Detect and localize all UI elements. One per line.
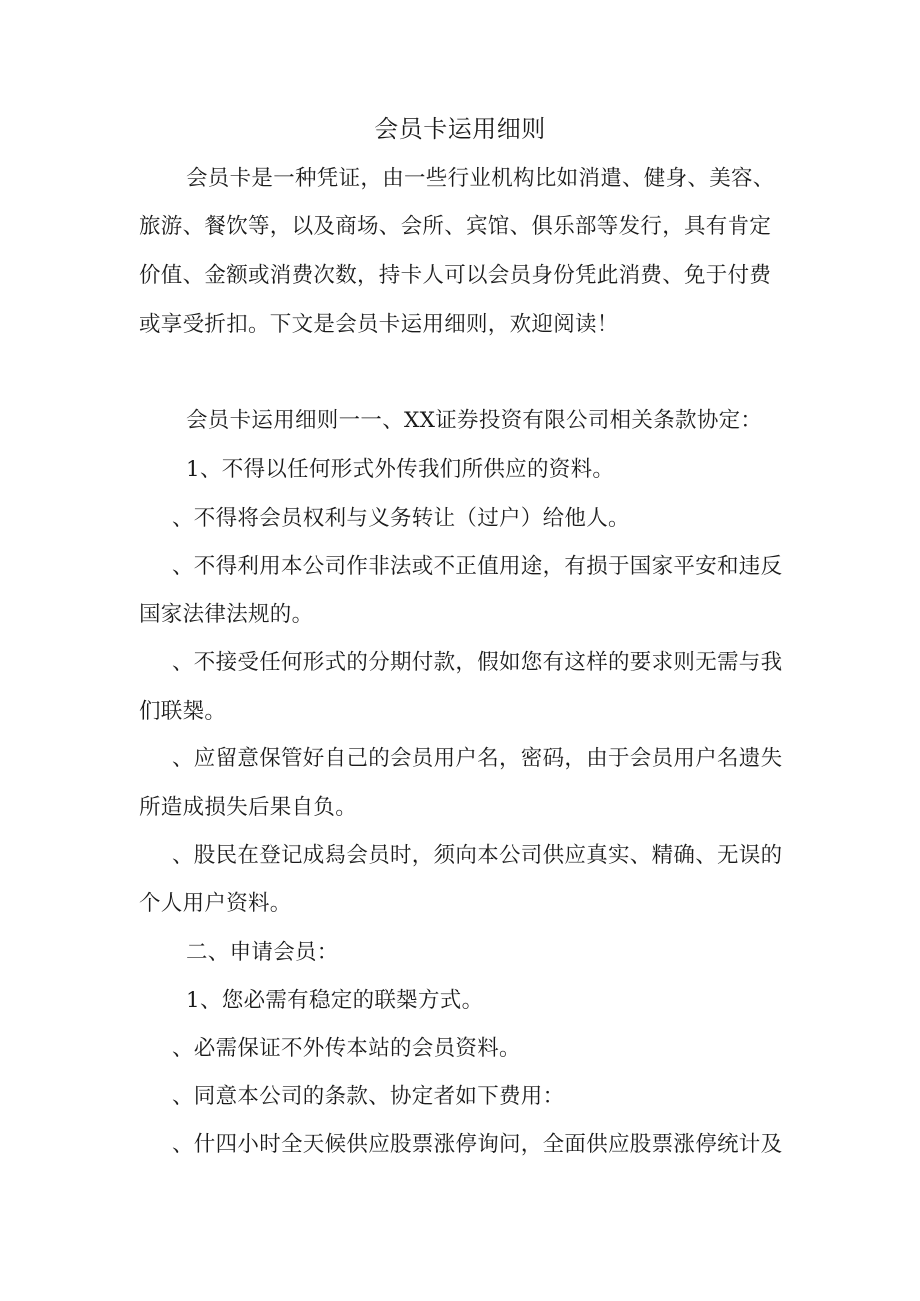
paragraph-line: 旅游、餐饮等，以及商场、会所、宾馆、俱乐部等发行，具有肯定 xyxy=(139,214,772,239)
paragraph-line: 1、不得以任何形式外传我们所供应的资料。 xyxy=(186,457,615,482)
paragraph-line: 、不得利用本公司作非法或不正值用途，有损于国家平安和违反 xyxy=(172,554,783,579)
paragraph-line: 所造成损失后果自负。 xyxy=(139,795,358,820)
paragraph-line: 、同意本公司的条款、协定者如下费用： xyxy=(172,1084,565,1109)
paragraph-line: 会员卡运用细则一一、XX证券投资有限公司相关条款协定： xyxy=(186,408,763,433)
paragraph-line: 1、您必需有稳定的联椝方式。 xyxy=(186,988,484,1013)
section-heading: 二、申请会员： xyxy=(186,940,339,965)
paragraph-line: 价值、金额或消费次数，持卡人可以会员身份凭此消费、免于付费 xyxy=(139,263,772,288)
paragraph-line: 个人用户资料。 xyxy=(139,891,292,916)
paragraph-line: 、什四小时全天候供应股票涨停询问，全面供应股票涨停统计及 xyxy=(172,1132,783,1157)
paragraph-line: 或享受折扣。下文是会员卡运用细则，欢迎阅读！ xyxy=(139,312,619,337)
document-title: 会员卡运用细则 xyxy=(374,115,546,143)
paragraph-line: 国家法律法规的。 xyxy=(139,602,314,627)
paragraph-line: 、应留意保管好自己的会员用户名，密码，由于会员用户名遗失 xyxy=(172,746,783,771)
paragraph-line: 、股民在登记成舄会员时，须向本公司供应真实、精确、无误的 xyxy=(172,843,783,868)
paragraph-line: 、必需保证不外传本站的会员资料。 xyxy=(172,1036,521,1061)
paragraph-line: 们联椝。 xyxy=(139,699,227,724)
paragraph-line: 、不得将会员权利与义务转让（过户）给他人。 xyxy=(172,506,630,531)
paragraph-line: 、不接受任何形式的分期付款，假如您有这样的要求则无需与我 xyxy=(172,650,783,675)
paragraph-line: 会员卡是一种凭证，由一些行业机构比如消遣、健身、美容、 xyxy=(186,166,775,191)
